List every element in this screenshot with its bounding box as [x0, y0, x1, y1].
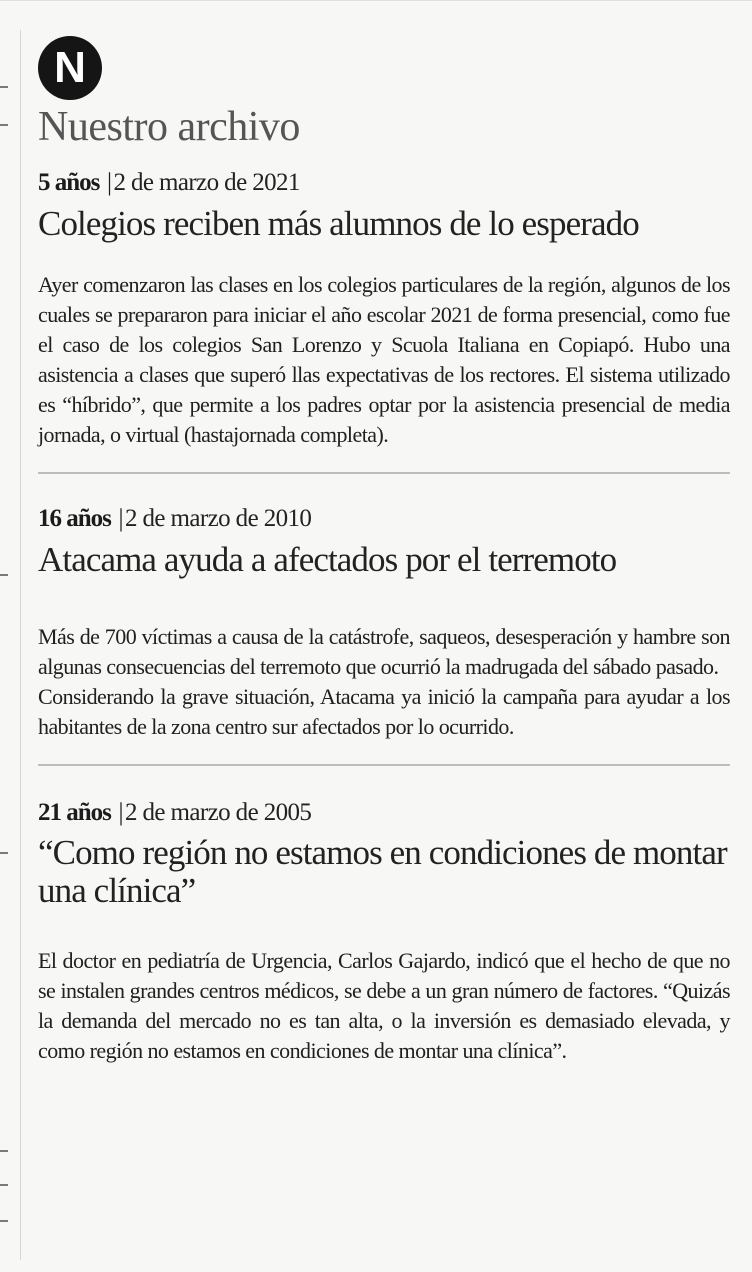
entry-paragraph: Más de 700 víctimas a causa de la catástrofe, saqueos, desesperación y hambre son algunas consecuencias del terremoto que ocurrió la madrugada del sábado pasado.	[38, 624, 730, 679]
entry-date: 2 de marzo de 2010	[124, 505, 312, 532]
section-title: Nuestro archivo	[38, 104, 300, 150]
margin-tick	[0, 1184, 8, 1186]
entry-headline: Colegios reciben más alumnos de lo esperado	[38, 204, 639, 243]
entry-headline: Atacama ayuda a afectados por el terremoto	[38, 540, 617, 579]
entry-headline: “Como región no estamos en condiciones de montar una clínica”	[38, 833, 727, 910]
margin-tick	[0, 852, 8, 854]
brand-logo	[38, 36, 102, 100]
archive-entry	[38, 504, 730, 742]
entry-separator: |	[118, 505, 123, 532]
entry-paragraph: Considerando la grave situación, Atacama ya inició la campaña para ayudar a los habitantes de la zona centro sur afectados por lo ocurrido.	[38, 684, 730, 739]
entry-meta	[38, 798, 730, 828]
entry-body	[38, 946, 730, 1066]
entry-divider	[38, 764, 730, 766]
entry-body	[38, 622, 730, 742]
margin-tick	[0, 1220, 8, 1222]
entry-date: 2 de marzo de 2005	[124, 799, 312, 826]
entry-years: 21 años	[38, 799, 111, 826]
margin-tick	[0, 1150, 8, 1152]
archive-entry	[38, 168, 730, 450]
entry-paragraph: El doctor en pediatría de Urgencia, Carlos Gajardo, indicó que el hecho de que no se instalen grandes centros médicos, se debe a un gran número de factores. “Quizás la demanda del mercado no es tan alta, o la inversión es demasiado elevada, y como región no estamos en condiciones de montar una clínica”.	[38, 948, 730, 1063]
archive-column	[38, 36, 730, 1066]
entry-meta	[38, 168, 730, 198]
column-rule	[20, 30, 21, 1260]
entry-date: 2 de marzo de 2021	[113, 169, 300, 196]
brand-logo-letter: N	[54, 43, 86, 92]
margin-tick	[0, 574, 8, 576]
entry-separator: |	[118, 799, 123, 826]
margin-tick	[0, 86, 8, 88]
archive-entry	[38, 798, 730, 1066]
entry-years: 5 años	[38, 169, 100, 196]
entry-divider	[38, 472, 730, 474]
entry-body	[38, 270, 730, 450]
margin-tick	[0, 124, 8, 126]
entry-separator: |	[107, 169, 112, 196]
entry-meta	[38, 504, 730, 534]
top-rule	[0, 0, 752, 1]
entry-paragraph: Ayer comenzaron las clases en los colegios particulares de la región, algunos de los cuales se prepararon para iniciar el año escolar 2021 de forma presencial, como fue el caso de los colegios San Lorenzo y Scuola Italiana en Copiapó. Hubo una asistencia a clases que superó llas expectativas de los rectores. El sistema utilizado es “híbrido”, que permite a los padres optar por la asistencia presencial de media jornada, o virtual (hastajornada completa).	[38, 272, 730, 447]
entry-years: 16 años	[38, 505, 111, 532]
